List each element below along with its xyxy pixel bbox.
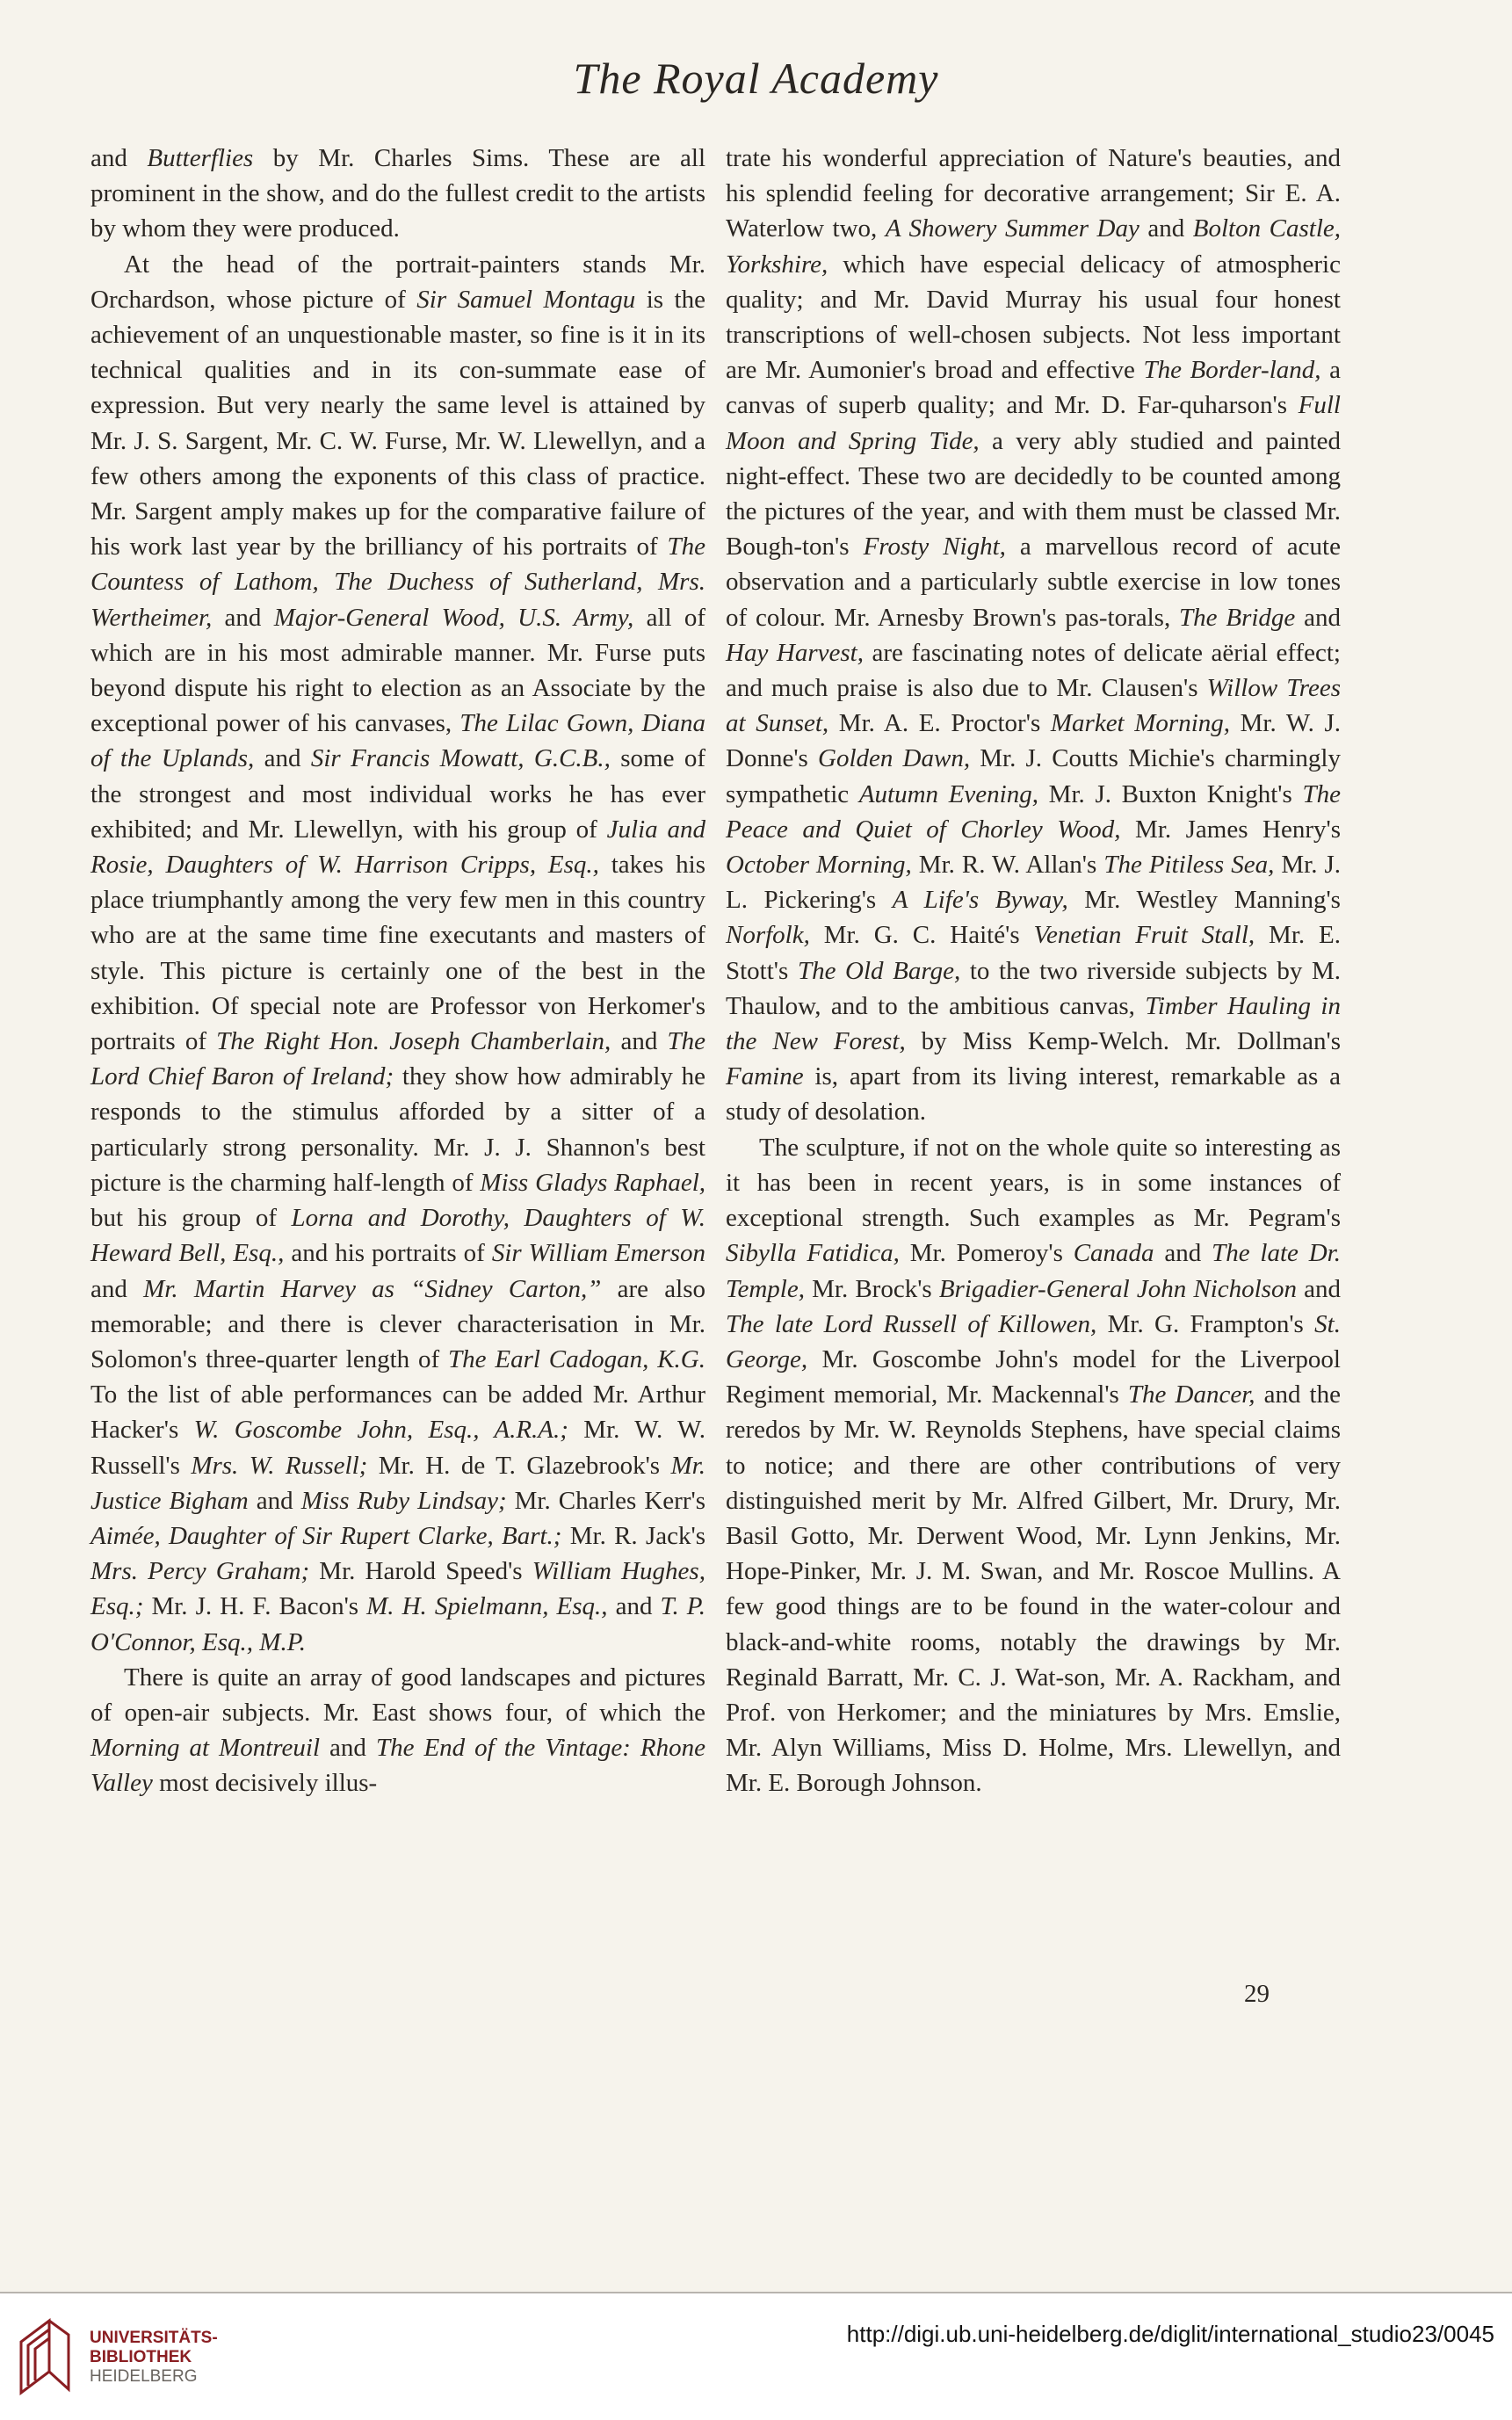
text-run: and — [1296, 1274, 1341, 1303]
artwork-title: Miss Gladys Raphael, — [480, 1168, 705, 1197]
artwork-title: Julia and Rosie, Daughters of W. Harrison Cripps, Esq., — [90, 815, 705, 880]
text-run: Mr. R. Jack's — [561, 1521, 705, 1550]
library-name-line3: HEIDELBERG — [90, 2367, 198, 2386]
text-run: is the achievement of an unquestionable master, so fine is it in its technical qualities and in its con-summate ease of expression. But very nearly the same level is attained by Mr. J. S. Sargent, Mr. C. W. Furse, Mr. W. Llewellyn, and a few others among the exponents of this class of practice. Mr. Sargent amply makes up for the comparative failure of his work last year by the brilliancy of his portraits of — [90, 285, 705, 562]
text-run: Mr. R. W. Allan's — [911, 851, 1104, 880]
text-run: Mr. W. W. Russell's — [90, 1416, 706, 1480]
artwork-title: Sir William Emerson — [491, 1239, 706, 1268]
artwork-title: William Hughes, Esq.; — [90, 1557, 705, 1621]
artwork-title: The late Dr. Temple, — [726, 1239, 1342, 1303]
text-run: to the two riverside subjects by M. Thaulow, and to the ambitious canvas, — [726, 956, 1341, 1020]
artwork-title: Norfolk, — [726, 921, 810, 950]
text-run: takes his place triumphantly among the very few men in this country who are at the same time fine executants and masters of style. This picture is certainly one of the best in the exhibition. Of special note are Professor von Herkomer's portraits of — [90, 851, 705, 1056]
artwork-title: The Right Hon. Joseph Chamberlain, — [216, 1027, 611, 1056]
artwork-title: Autumn Evening, — [858, 779, 1038, 808]
text-run: To the list of able performances can be added Mr. Arthur Hacker's — [90, 1380, 705, 1445]
artwork-title: A Life's Byway, — [892, 886, 1068, 915]
artwork-title: October Morning, — [726, 851, 912, 880]
artwork-title: Miss Ruby Lindsay; — [300, 1486, 507, 1515]
page-number: 29 — [1244, 1980, 1270, 2008]
text-run: Mr. H. de T. Glazebrook's — [367, 1451, 671, 1480]
artwork-title: Canada — [1073, 1239, 1154, 1268]
artwork-title: Mr. Martin Harvey as “Sidney Carton,” — [143, 1274, 602, 1303]
library-name-line2: BIBLIOTHEK — [90, 2348, 192, 2366]
text-run: and — [90, 1274, 144, 1303]
text-run: Mr. J. Buxton Knight's — [1038, 779, 1303, 808]
artwork-title: Morning at Montreuil — [90, 1734, 321, 1763]
artwork-title: The Peace and Quiet of Chorley Wood, — [726, 779, 1341, 844]
text-run: Mr. Harold Speed's — [309, 1557, 532, 1586]
text-run: Mr. G. Frampton's — [1096, 1309, 1315, 1338]
artwork-title: T. P. O'Connor, Esq., M.P. — [90, 1592, 705, 1656]
text-run: Mr. James Henry's — [1120, 815, 1341, 844]
artwork-title: Famine — [726, 1062, 804, 1091]
library-name-line1: UNIVERSITÄTS- — [90, 2329, 218, 2347]
artwork-title: Timber Hauling in the New Forest, — [726, 991, 1341, 1056]
artwork-title: The Pitiless Sea, — [1103, 851, 1275, 880]
artwork-title: Major-General Wood, U.S. Army, — [273, 603, 634, 632]
text-run: but his group of — [90, 1204, 292, 1233]
text-run: Mr. Goscombe John's model for the Liverpool Regiment memorial, Mr. Mackennal's — [726, 1344, 1341, 1409]
text-run: a canvas of superb quality; and Mr. D. Far-quharson's — [726, 356, 1341, 420]
footer — [0, 2293, 1512, 2420]
artwork-title: The Earl Cadogan, K.G. — [448, 1344, 705, 1373]
artwork-title: Sibylla Fatidica, — [726, 1239, 900, 1268]
artwork-title: The End of the Vintage: Rhone Valley — [90, 1734, 706, 1798]
text-run: a very ably studied and painted night-effect. These two are decidedly to be counted among the pictures of the year, and with them must be classed Mr. Bough-ton's — [726, 426, 1341, 562]
artwork-title: The Lilac Gown, Diana of the Uplands, — [90, 709, 706, 773]
artwork-title: Sir Samuel Montagu — [416, 285, 636, 314]
text-run: by Mr. Charles Sims. These are all prominent in the show, and do the fullest credit to the artists by whom they were produced. — [90, 144, 706, 243]
text-run: and — [254, 744, 311, 773]
artwork-title: Sir Francis Mowatt, G.C.B., — [310, 744, 611, 773]
text-run: which have especial delicacy of atmospheric quality; and Mr. David Murray his usual four honest transcriptions of well-chosen subjects. Not less important are Mr. Aumonier's broad and effective — [726, 250, 1341, 385]
artwork-title: Butterflies — [147, 144, 254, 172]
artwork-title: Mrs. W. Russell; — [191, 1451, 368, 1480]
text-run: and — [607, 1592, 661, 1621]
left-column — [90, 141, 705, 1801]
text-run: and — [1154, 1239, 1212, 1268]
paragraph — [726, 1130, 1341, 1801]
artwork-title: The Lord Chief Baron of Ireland; — [90, 1027, 706, 1091]
artwork-title: Golden Dawn, — [818, 744, 971, 773]
text-run: Mr. G. C. Haité's — [809, 921, 1034, 950]
paragraph — [90, 247, 705, 1660]
text-run: and his portraits of — [284, 1239, 492, 1268]
artwork-title: The Old Barge, — [797, 956, 961, 985]
artwork-title: Mr. Justice Bigham — [90, 1451, 705, 1515]
artwork-title: M. H. Spielmann, Esq., — [366, 1592, 608, 1621]
text-run: are fascinating notes of delicate aërial effect; and much praise is also due to Mr. Clausen's — [726, 638, 1341, 703]
text-run: and the reredos by Mr. W. Reynolds Stephens, have special claims to notice; and there are other contributions of very distinguished merit by Mr. Alfred Gilbert, Mr. Drury, Mr. Basil Gotto, Mr. Derwent Wood, Mr. Lynn Jenkins, Mr. Hope-Pinker, Mr. J. M. Swan, and Mr. Roscoe Mullins. A few good things are to be found in the water-colour and black-and-white rooms, notably the drawings by Mr. Reginald Barratt, Mr. C. J. Wat-son, Mr. A. Rackham, and Prof. von Herkomer; and the miniatures by Mrs. Emslie, Mr. Alyn Williams, Miss D. Holme, Mrs. Llewellyn, and Mr. E. Borough Johnson. — [726, 1380, 1341, 1798]
text-run: trate his wonderful appreciation of Nature's beauties, and his splendid feeling for decorative arrangement; Sir E. A. Waterlow two, — [726, 144, 1341, 243]
artwork-title: Willow Trees at Sunset, — [726, 674, 1342, 738]
artwork-title: Hay Harvest, — [726, 638, 864, 667]
artwork-title: Brigadier-General John Nicholson — [938, 1274, 1297, 1303]
artwork-title: Bolton Castle, Yorkshire, — [726, 214, 1342, 279]
artwork-title: The Dancer, — [1127, 1380, 1255, 1409]
artwork-title: Aimée, Daughter of Sir Rupert Clarke, Bart.; — [90, 1521, 562, 1550]
text-run: and — [320, 1734, 376, 1763]
paragraph — [726, 141, 1341, 1130]
text-run: and — [212, 603, 274, 632]
paragraph — [90, 141, 705, 247]
source-url[interactable]: http://digi.ub.uni-heidelberg.de/diglit/international_studio23/0045 — [846, 2321, 1494, 2347]
artwork-title: Lorna and Dorothy, Daughters of W. Heward Bell, Esq., — [90, 1204, 706, 1268]
library-name — [90, 2329, 218, 2387]
artwork-title: St. George, — [726, 1309, 1341, 1373]
text-run: Mr. E. Stott's — [726, 921, 1341, 985]
text-run: and — [611, 1027, 668, 1056]
text-run: all of which are in his most admirable manner. Mr. Furse puts beyond dispute his right to election as an Associate by the exceptional power of his canvases, — [90, 603, 705, 738]
artwork-title: The Border-land, — [1143, 356, 1321, 385]
right-column — [726, 141, 1341, 1801]
text-run: by Miss Kemp-Welch. Mr. Dollman's — [905, 1027, 1341, 1056]
artwork-title: The Countess of Lathom, The Duchess of Sutherland, Mrs. Wertheimer, — [90, 533, 705, 632]
text-run: Mr. J. L. Pickering's — [726, 851, 1341, 915]
text-run: Mr. W. J. Donne's — [726, 709, 1341, 773]
text-run: The sculpture, if not on the whole quite so interesting as it has been in recent years, is in some instances of exceptional strength. Such examples as Mr. Pegram's — [726, 1133, 1341, 1233]
text-run: a marvellous record of acute observation and a particularly subtle exercise in low tones of colour. Mr. Arnesby Brown's pas-torals, — [726, 533, 1341, 632]
page-title: The Royal Academy — [573, 54, 939, 103]
artwork-title: Venetian Fruit Stall, — [1033, 921, 1255, 950]
text-run: Mr. Charles Kerr's — [506, 1486, 705, 1515]
artwork-title: Frosty Night, — [863, 533, 1006, 562]
text-run: and — [248, 1486, 301, 1515]
text-run: they show how admirably he responds to the stimulus afforded by a sitter of a particularly strong personality. Mr. J. J. Shannon's best picture is the charming half-length of — [90, 1062, 706, 1197]
text-run: Mr. Westley Manning's — [1067, 886, 1341, 915]
text-run: There is quite an array of good landscapes and pictures of open-air subjects. Mr. East shows four, of which the — [90, 1663, 705, 1727]
artwork-title: The late Lord Russell of Killowen, — [726, 1309, 1097, 1338]
text-run: Mr. Brock's — [804, 1274, 939, 1303]
text-run: and — [1139, 214, 1193, 243]
text-run: and — [1295, 603, 1342, 632]
paragraph — [90, 1660, 705, 1801]
text-run: Mr. J. H. F. Bacon's — [143, 1592, 367, 1621]
text-run: is, apart from its living interest, remarkable as a study of desolation. — [726, 1062, 1341, 1127]
text-run: are also memorable; and there is clever characterisation in Mr. Solomon's three-quarter length of — [90, 1274, 705, 1373]
text-run: and — [90, 144, 148, 172]
artwork-title: Market Morning, — [1050, 709, 1231, 738]
artwork-title: W. Goscombe John, Esq., A.R.A.; — [193, 1416, 568, 1445]
text-run: Mr. A. E. Proctor's — [828, 709, 1051, 738]
text-run: At the head of the portrait-painters stands Mr. Orchardson, whose picture of — [90, 250, 705, 314]
artwork-title: The Bridge — [1179, 603, 1296, 632]
text-run: some of the strongest and most individual works he has ever exhibited; and Mr. Llewellyn, with his group of — [90, 744, 706, 844]
library-logo-icon — [14, 2315, 76, 2396]
artwork-title: A Showery Summer Day — [885, 214, 1139, 243]
text-run: most decisively illus- — [152, 1769, 378, 1798]
artwork-title: Mrs. Percy Graham; — [90, 1557, 310, 1586]
text-run: Mr. J. Coutts Michie's charmingly sympathetic — [726, 744, 1341, 808]
text-run: Mr. Pomeroy's — [899, 1239, 1074, 1268]
artwork-title: Full Moon and Spring Tide, — [726, 391, 1341, 455]
